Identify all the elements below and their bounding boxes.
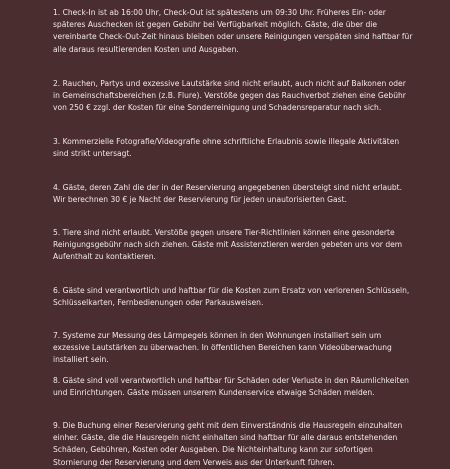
house-rule-7: 7. Systeme zur Messung des Lärmpegels können in den Wohnungen installiert sein um exzessive Lautstärken zu überwachen. In öffentlichen Bereichen kann Videoüberwachung installiert sein. bbox=[53, 330, 392, 365]
house-rule-3: 3. Kommerzielle Fotografie/Videografie ohne schriftliche Erlaubnis sowie illegale Aktivitäten sind strikt untersagt. bbox=[53, 136, 400, 158]
house-rule-8: 8. Gäste sind voll verantwortlich und haftbar für Schäden oder Verluste in den Räumlichkeiten und Einrichtungen. Gäste müssen unserem Kundenservice etwaige Schäden melden. bbox=[53, 375, 409, 397]
house-rule-4: 4. Gäste, deren Zahl die der in der Reservierung angegebenen übersteigt sind nicht erlaubt. Wir berechnen 30 € je Nacht der Reservierung für jeden unautorisierten Gast. bbox=[53, 182, 403, 204]
house-rule-1: 1. Check-In ist ab 16:00 Uhr, Check-Out ist spätestens um 09:30 Uhr. Früheres Ein- oder späteres Auschecken ist gegen Gebühr bei Verfügbarkeit möglich. Gäste, die über die vereinbarte Check-Out-Zeit hinaus bleiben oder unsere Reinigungen verspäten sind haftbar für alle daraus resultierenden Kosten und Ausgaben. bbox=[53, 7, 413, 54]
house-rule-9: 9. Die Buchung einer Reservierung geht mit dem Einverständnis die Hausregeln einzuhalten einher. Gäste, die die Hausregeln nicht einhalten sind haftbar für alle daraus entstehenden Schäden, Gebühren, Kosten oder Ausgaben. Die Nichteinhaltung kann zur sofortigen Stornierung der Reservierung und dem Verweis aus der Unterkunft führen. bbox=[53, 420, 403, 467]
house-rule-6: 6. Gäste sind verantwortlich und haftbar für die Kosten zum Ersatz von verlorenen Schlüsseln, Schlüsselkarten, Fernbedienungen oder Parkausweisen. bbox=[53, 285, 410, 307]
house-rule-2: 2. Rauchen, Partys und exzessive Lautstärke sind nicht erlaubt, auch nicht auf Balkonen oder in Gemeinschaftsbereichen (z.B. Flure). Verstöße gegen das Rauchverbot ziehen eine Gebühr von 250 € zzgl. der Kosten für eine Sonderreinigung und Schadensreparatur nach sich. bbox=[53, 78, 406, 113]
house-rule-5: 5. Tiere sind nicht erlaubt. Verstöße gegen unsere Tier-Richtlinien können eine gesonderte Reinigungsgebühr nach sich ziehen. Gäste mit Assistenztieren werden gebeten uns vor dem Aufenthalt zu kontaktieren. bbox=[53, 227, 403, 262]
